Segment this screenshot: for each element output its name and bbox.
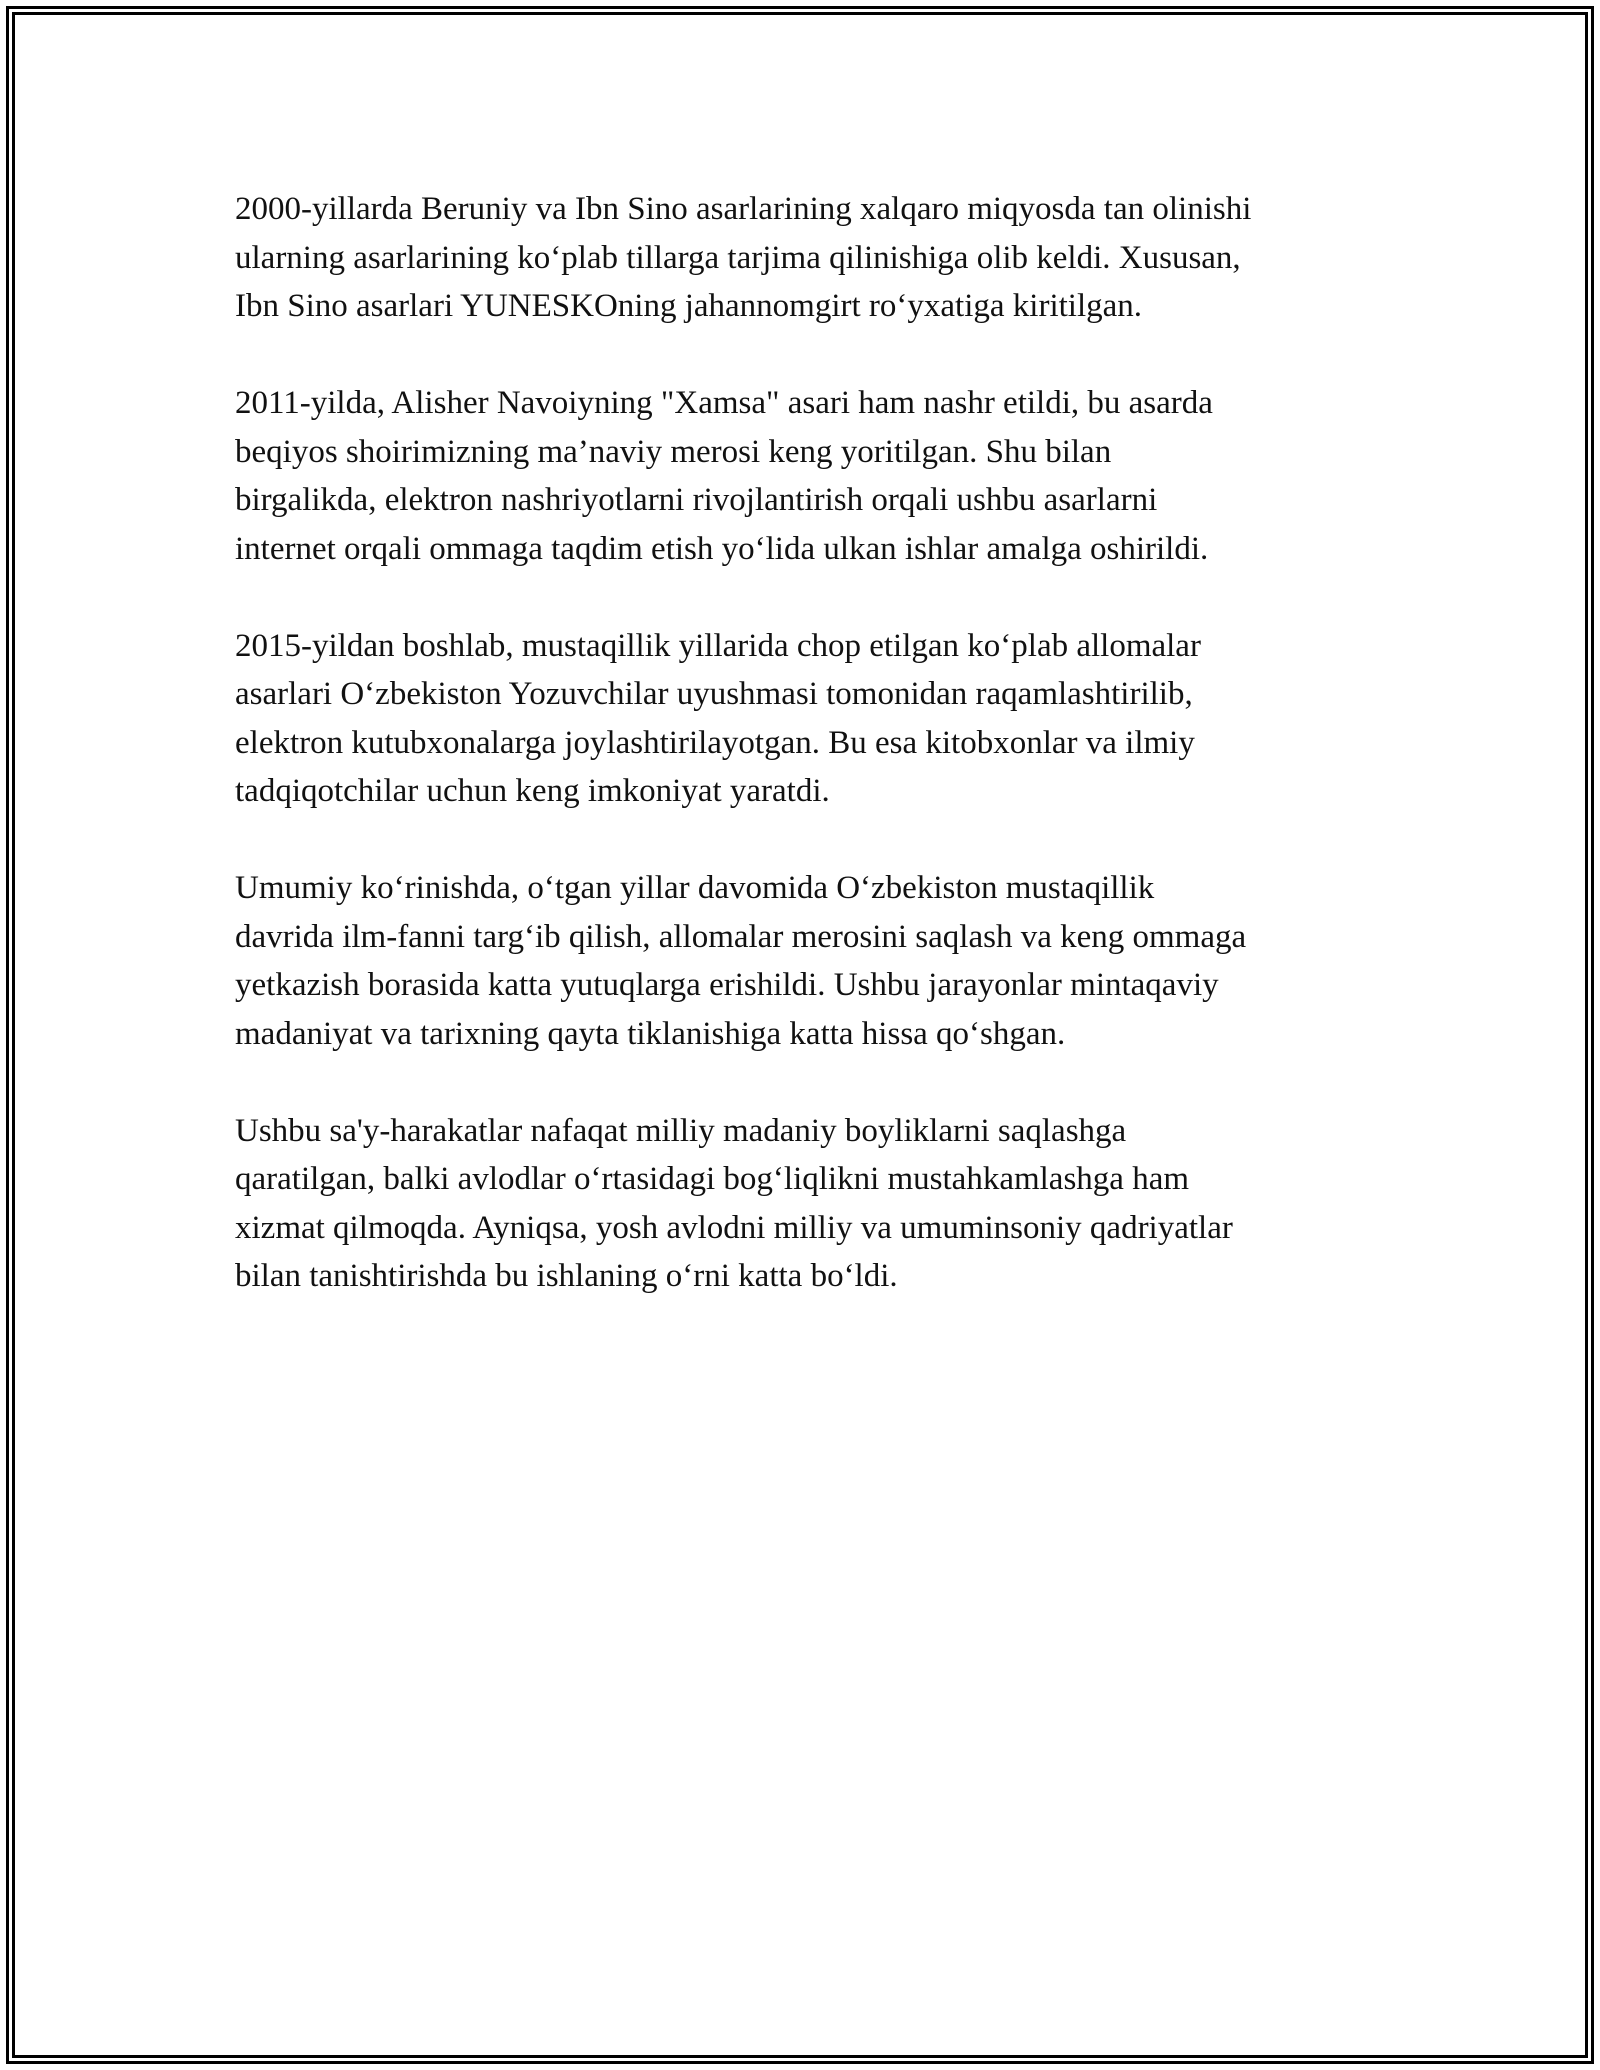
- paragraph-5: Ushbu sa'y-harakatlar nafaqat milliy madaniy boyliklarni saqlashga qaratilgan, balki avlodlar o‘rtasidagi bog‘liqlikni mustahkamlashga ham xizmat qilmoqda. Ayniqsa, yosh avlodni milliy va umuminsoniy qadriyatlar bilan tanishtirishda bu ishlaning o‘rni katta bo‘ldi.: [235, 1112, 1233, 1294]
- paragraph-1: 2000-yillarda Beruniy va Ibn Sino asarlarining xalqaro miqyosda tan olinishi ularning asarlarining ko‘plab tillarga tarjima qilinishiga olib keldi. Xususan, Ibn Sino asarlari YUNESKOning jahannomgirt ro‘yxatiga kiritilgan.: [235, 191, 1252, 324]
- paragraph-3: 2015-yildan boshlab, mustaqillik yillarida chop etilgan ko‘plab allomalar asarlari O‘zbekiston Yozuvchilar uyushmasi tomonidan raqamlashtirilib, elektron kutubxonalarga joylashtirilayotgan. Bu esa kitobxonlar va ilmiy tadqiqotchilar uchun keng imkoniyat yaratdi.: [235, 627, 1201, 809]
- paragraph-2: 2011-yilda, Alisher Navoiyning "Xamsa" asari ham nashr etildi, bu asarda beqiyos shoirimizning ma’naviy merosi keng yoritilgan. Shu bilan birgalikda, elektron nashriyotlarni rivojlantirish orqali ushbu asarlarni internet orqali ommaga taqdim etish yo‘lida ulkan ishlar amalga oshirildi.: [235, 385, 1213, 567]
- paragraph-4: Umumiy ko‘rinishda, o‘tgan yillar davomida O‘zbekiston mustaqillik davrida ilm-fanni targ‘ib qilish, allomalar merosini saqlash va keng ommaga yetkazish borasida katta yutuqlarga erishildi. Ushbu jarayonlar mintaqaviy madaniyat va tarixning qayta tiklanishiga katta hissa qo‘shgan.: [235, 870, 1247, 1052]
- document-body: [235, 185, 1385, 1349]
